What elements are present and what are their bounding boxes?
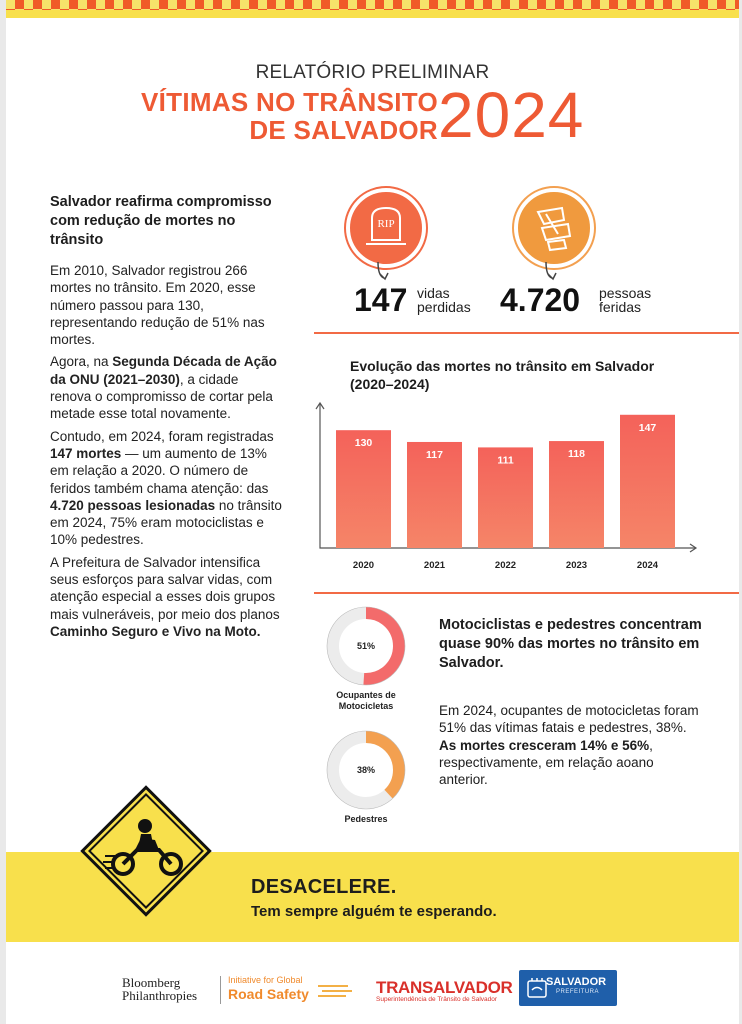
cta-headline: DESACELERE.: [251, 876, 397, 898]
bar-2024: [620, 415, 675, 548]
logo-separator: [220, 976, 221, 1004]
x-tick-label: 2020: [352, 560, 375, 571]
deaths-bar-chart: [306, 395, 701, 580]
infographic-page: [6, 0, 739, 1024]
bloomberg-logo: Bloomberg Philanthropies: [122, 975, 198, 1003]
intro-paragraph-1: Em 2010, Salvador registrou 266 mortes no trânsito. Em 2020, esse número passou para 130, representando redução de 51% nas mortes.: [50, 263, 265, 348]
x-tick-label: 2022: [494, 560, 517, 571]
donut-percent-label: 38%: [356, 765, 376, 775]
x-tick-label: 2023: [565, 560, 588, 571]
title-line-1: VÍTIMAS NO TRÂNSITO: [140, 87, 438, 117]
road-safety-tagline: Initiative for Global: [228, 975, 303, 985]
motorcycle-donut: [324, 604, 408, 688]
chart-title: Evolução das mortes no trânsito em Salvador (2020–2024): [350, 358, 655, 392]
arrow-down-icon: [374, 262, 394, 284]
ped-label: Pedestres: [344, 814, 388, 824]
prefeitura-text: PREFEITURA: [556, 989, 600, 995]
intro-lead: Salvador reafirma compromisso com redução de mortes no trânsito: [50, 194, 272, 248]
bar-value-label: 111: [497, 454, 514, 467]
yellow-border-strip: [6, 10, 739, 18]
injured-value: 4.720: [500, 282, 581, 318]
injured-label: pessoas feridas: [599, 285, 652, 315]
donut-percent-label: 51%: [356, 641, 376, 651]
intro-paragraph-4: A Prefeitura de Salvador intensifica seus esforços para salvar vidas, com atenção especial a esses dois grupos mais vulneráveis, por meio dos planos Caminho Seguro e Vivo na Moto.: [50, 554, 280, 639]
transalvador-subtitle: Superintendência de Trânsito de Salvador: [376, 996, 498, 1003]
intro-paragraph-2: Agora, na Segunda Década de Ação da ONU (2021–2030), a cidade renova o compromisso de cortar pela metade esse total novamente.: [50, 354, 277, 422]
motorcycle-warning-sign-icon: [75, 780, 217, 922]
bar-value-label: 118: [568, 448, 585, 461]
salvador-text: SALVADOR: [546, 976, 607, 988]
report-subtitle: RELATÓRIO PRELIMINAR: [255, 62, 490, 83]
report-year: 2024: [438, 79, 585, 151]
divider: [314, 332, 739, 334]
divider: [314, 592, 739, 594]
x-tick-label: 2021: [423, 560, 446, 571]
arrow-down-icon: [542, 262, 562, 284]
x-tick-label: 2024: [636, 560, 659, 571]
intro-paragraph-3: Contudo, em 2024, foram registradas 147 mortes — um aumento de 13% em relação a 2020. O número de feridos também chama atenção: das 4.720 pessoas lesionadas no trânsito em 2024, 75% eram motociclistas e 10% pedestres.: [50, 428, 282, 548]
pedestrian-donut: [324, 728, 408, 812]
deaths-value: 147: [354, 282, 408, 318]
report-title: [138, 88, 438, 144]
footer-logos: [6, 960, 739, 1024]
bandage-icon: [518, 192, 590, 264]
bar-value-label: 130: [354, 437, 373, 450]
groups-body: Em 2024, ocupantes de motocicletas foram 51% das vítimas fatais e pedestres, 38%. As mortes cresceram 14% e 56%, respectivamente, em relação aoano anterior.: [439, 703, 699, 788]
deaths-label: vidas perdidas: [417, 285, 471, 315]
road-lines-icon: [318, 982, 352, 998]
road-safety-logo: Road Safety: [228, 986, 309, 1002]
transalvador-logo: TRANSALVADOR: [376, 978, 513, 997]
rip-text: RIP: [377, 218, 395, 230]
moto-label: Ocupantes de Motocicletas: [336, 690, 396, 711]
cta-subline: Tem sempre alguém te esperando.: [251, 903, 497, 920]
rip-icon: [350, 192, 422, 264]
intro-body: [50, 262, 282, 645]
bar-value-label: 147: [638, 421, 657, 434]
groups-title: Motociclistas e pedestres concentram quase 90% das mortes no trânsito em Salvador.: [439, 617, 702, 671]
title-line-2: DE SALVADOR: [249, 115, 438, 145]
bar-value-label: 117: [426, 448, 443, 461]
